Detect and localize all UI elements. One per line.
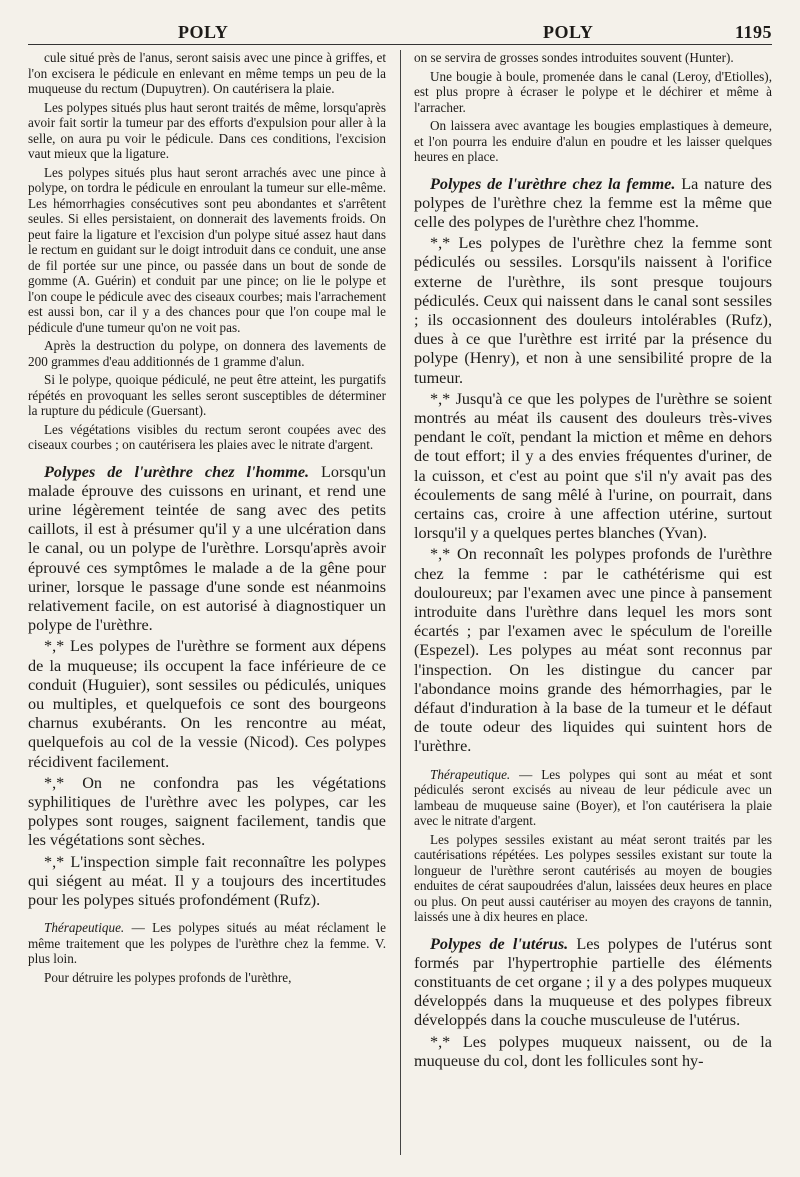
left-column [28,50,386,1155]
paragraph-text: *,* Les polypes muqueux naissent, ou de la muqueuse du col, dont les follicules sont hy- [414,1032,772,1070]
paragraph [414,69,772,116]
paragraph [414,1033,772,1071]
right-column [414,50,772,1155]
paragraph-text: On laissera avec avantage les bougies emplastiques à demeure, et l'on pourra les enduire d'alun en poudre et les laisser quelques heures en place. [414,118,772,164]
paragraph [414,175,772,233]
italic-label: Thérapeutique. [44,920,125,936]
paragraph [28,637,386,771]
paragraph-text: on se servira de grosses sondes introduites souvent (Hunter). [414,50,734,65]
header-left-word: POLY [178,22,229,42]
paragraph [28,372,386,419]
paragraph-text: *,* On reconnaît les polypes profonds de l'urèthre chez la femme : par le cathétérisme qui est douloureux; par l'examen avec une pince à pansement introduite dans l'urèthre dans lequel les mors sont écartés ; par l'examen avec le spéculum de l'oreille (Espezel). Les polypes au méat sont reconnus par l'inspection. On les distingue du cancer par l'abondance moins grande des hémorrhagies, par le défaut d'induration à la base de la tumeur et le défaut de toute odeur des liquides qui suintent hors de l'urèthre. [414,545,772,756]
paragraph [28,165,386,336]
paragraph-text: *,* L'inspection simple fait reconnaître les polypes qui siégent au méat. Il y a toujours des incertitudes pour les polypes situés profondément (Rufz). [28,852,386,909]
paragraph-text: — Les polypes situés au méat réclament le même traitement que les polypes de l'urèthre chez la femme. V. plus loin. [28,920,386,967]
header-right-word: POLY [543,22,594,42]
paragraph-text: Les végétations visibles du rectum seront coupées avec des ciseaux courbes ; on cautérisera les plaies avec le nitrate d'argent. [28,421,386,452]
section-heading: Polypes de l'utérus. [430,934,569,953]
paragraph [414,767,772,829]
paragraph [414,234,772,388]
paragraph [414,545,772,756]
paragraph [414,832,772,925]
paragraph [28,338,386,369]
section-heading: Polypes de l'urèthre chez l'homme. [44,462,310,481]
paragraph-text: Après la destruction du polype, on donnera des lavements de 200 grammes d'eau additionnés de 1 gramme d'alun. [28,338,386,369]
paragraph-text: Si le polype, quoique pédiculé, ne peut être atteint, les purgatifs répétés en provoquant les selles seront susceptibles de déterminer la rupture du pédicule (Guersant). [28,372,386,418]
paragraph [414,118,772,165]
paragraph-text: Une bougie à boule, promenée dans le canal (Leroy, d'Etiolles), est plus propre à écraser le polype et le déchirer et même à l'arracher. [414,68,772,115]
paragraph [414,50,772,66]
paragraph [414,390,772,544]
paragraph [28,463,386,636]
paragraph-text: cule situé près de l'anus, seront saisis avec une pince à griffes, et l'on excisera le pédicule en enlevant en même temps un peu de la muqueuse du rectum (Dupuytren). On cautérisera la plaie. [28,50,386,96]
paragraph-text: Les polypes situés plus haut seront arrachés avec une pince à polype, on tordra le pédicule en enroulant la tumeur sur elle-même. Les hémorrhagies consécutives sont peu abondantes et s'arrêtent seules. Si elles persistaient, on donnerait des lavements froids. On peut faire la ligature et l'excision d'un polype situé assez haut dans le rectum en guidant sur le doigt introduit dans ce conduit, une anse de fil portée sur une pince, ou passée dans un bout de sonde de gomme (A. Guérin) et conduit par une pince; on lie le polype et l'on coupe le pédicule avec des ciseaux courbes; mais l'arrachement est aussi bon, car il y a des chances pour que l'on coupe mal le pédicule d'une tumeur qu'on ne voit pas. [28,164,386,335]
paragraph-text: Les polypes situés plus haut seront traités de même, lorsqu'après avoir fait sortir la tumeur par des efforts d'expulsion pour aller à la selle, on aura pu voir le pédicule. Dans ces conditions, l'excision vaut mieux que la ligature. [28,99,386,161]
document-page [28,22,772,1162]
paragraph [414,935,772,1031]
paragraph-text: — Les polypes qui sont au méat et sont pédiculés seront excisés au niveau de leur pédicule avec un lambeau de muqueuse saine (Boyer), et l'on cautérisera la plaie avec le nitrate d'argent. [414,766,772,829]
paragraph-text: Lorsqu'un malade éprouve des cuissons en urinant, et rend une urine légèrement teintée de sang avec des petits caillots, il est à présumer qu'il y a une ulcération dans le canal, ou un polype de l'urèthre. Lorsqu'après avoir éprouvé ces symptômes le malade a de la gêne pour uriner, lorsque le passage d'une sonde est néanmoins relativement facile, on est autorisé à diagnostiquer un polype de l'urèthre. [28,462,386,635]
column-divider [400,50,401,1155]
paragraph-text: Les polypes de l'utérus sont formés par l'hypertrophie partielle des éléments constituants de cet organe ; il y a des polypes muqueux développés dans la muqueuse et des polypes fibreux développés dans la couche musculeuse de l'utérus. [414,934,772,1030]
section-heading: Polypes de l'urèthre chez la femme. [430,174,676,193]
paragraph [28,774,386,851]
running-header [28,22,772,45]
italic-label: Thérapeutique. [430,766,511,782]
paragraph [28,50,386,97]
text-columns [28,50,772,1155]
page-number: 1195 [734,22,772,42]
paragraph-text: Pour détruire les polypes profonds de l'urèthre, [44,969,292,985]
paragraph [28,853,386,911]
paragraph-text: *,* Les polypes de l'urèthre chez la femme sont pédiculés ou sessiles. Lorsqu'ils naissent à l'orifice externe de l'urèthre, ils sont presque toujours pédiculés. Ceux qui naissent dans le canal sont sessiles ; ils occasionnent des douleurs intolérables (Rufz), dues à ce que l'urèthre est irrité par la présence du polype (Henry), et non à une sensibilité propre de la tumeur. [414,234,772,387]
paragraph-text: *,* Les polypes de l'urèthre se forment aux dépens de la muqueuse; ils occupent la face inférieure de ce conduit (Huguier), sont sessiles ou pédiculés, uniques ou multiples, et quelquefois ce sont des bourgeons charnus exubérants. On les rencontre au méat, quelquefois au col de la vessie (Nicod). Ces polypes récidivent facilement. [28,637,386,771]
paragraph-text: Les polypes sessiles existant au méat seront traités par les cautérisations répétées. Les polypes sessiles existant sur toute la longueur de l'urèthre seront cautérisés au moyen de bougies enduites de cérat saupoudrées d'alun, laissées deux heures en place ou plus. On peut aussi cautériser au moyen des crayons de tannin, laissés une à dix heures en place. [414,831,772,925]
paragraph-text: *,* On ne confondra pas les végétations syphilitiques de l'urèthre avec les polypes, car les polypes sont rouges, saignent facilement, tandis que les végétations sont sèches. [28,773,386,850]
paragraph-text: La nature des polypes de l'urèthre chez la femme est la même que celle des polypes de l'urèthre chez l'homme. [414,174,772,231]
paragraph-text: *,* Jusqu'à ce que les polypes de l'urèthre se soient montrés au méat ils causent des douleurs très-vives pendant le coït, pendant la miction et même en dehors de tout effort; il y a des envies fréquentes d'uriner, de la cuisson, et c'est au point que s'il n'y avait pas des écoulements de sang mêlé à l'urine, on pourrait, dans certains cas, croire à une affection utérine, surtout lorsqu'il y a quelques pertes blanches (Yvan). [414,389,772,543]
paragraph [28,970,386,986]
paragraph [28,422,386,453]
paragraph [28,100,386,162]
paragraph [28,920,386,967]
